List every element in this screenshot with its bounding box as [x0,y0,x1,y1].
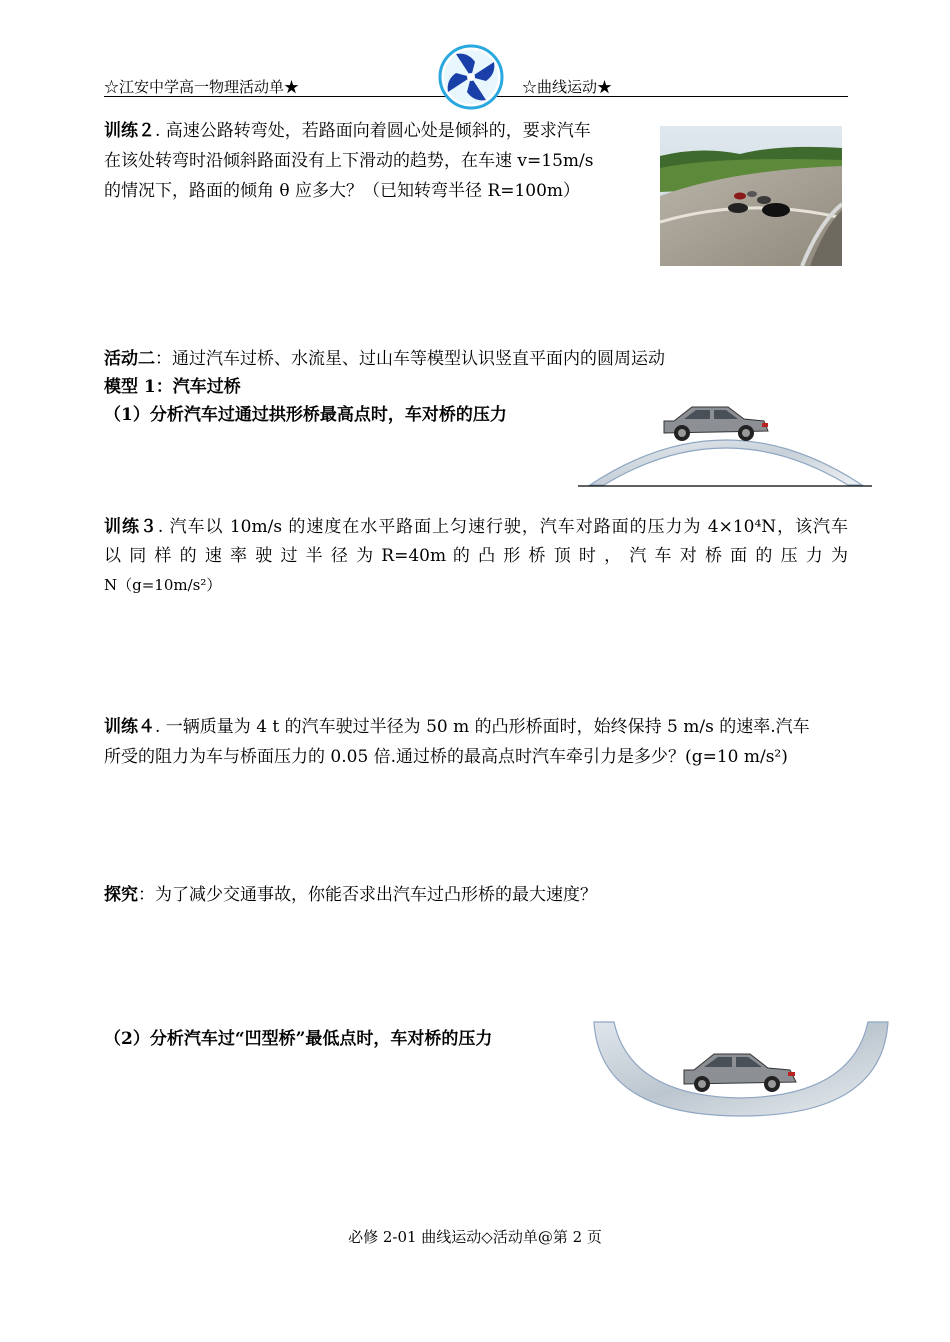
school-logo-icon [438,44,504,110]
training-4-line1: . 一辆质量为 4 t 的汽车驶过半径为 50 m 的凸形桥面时，始终保持 5 m/s 的速率.汽车 [155,717,810,737]
question-2: （2）分析汽车过“凹型桥”最低点时，车对桥的压力 [104,1029,493,1049]
training-2-line2: 在该处转弯时沿倾斜路面没有上下滑动的趋势，在车速 v=15m/s [104,151,594,171]
explore [104,880,597,910]
question-1: （1）分析汽车过通过拱形桥最高点时，车对桥的压力 [104,405,507,425]
training-2-line3: 的情况下，路面的倾角 θ 应多大？（已知转弯半径 R=100m） [104,181,581,201]
training-3-line3: N（g=10m/s²） [104,576,222,594]
banked-track-photo [660,126,842,266]
header-left-title: ☆江安中学高一物理活动单★ [104,78,300,96]
model-1-title: 模型 1：汽车过桥 [104,377,241,397]
explore-label: 探究 [104,885,138,905]
header-right-title: ☆曲线运动★ [522,78,613,96]
training-3-label: 训练３ [104,517,158,537]
arch-bridge-car-figure [578,385,874,489]
training-3-line1 [104,512,848,542]
training-3-line2: 以 同 样 的 速 率 驶 过 半 径 为 R=40m 的 凸 形 桥 顶 时 ， 汽 车 对 桥 面 的 压 力 为 [104,546,848,566]
explore-text: ：为了减少交通事故，你能否求出汽车过凸形桥的最大速度？ [138,885,597,905]
page-footer: 必修 2-01 曲线运动◇活动单@第 2 页 [348,1228,602,1246]
activity-2 [104,344,864,374]
activity-2-label: 活动二 [104,349,155,369]
training-2 [104,116,652,206]
training-4-label: 训练４ [104,717,155,737]
concave-bridge-car-figure [590,1018,892,1120]
training-3-line1-text: . 汽车以 10m/s 的速度在水平路面上匀速行驶，汽车对路面的压力为 4×10⁴N，该汽车 [157,517,848,537]
training-4-line2: 所受的阻力为车与桥面压力的 0.05 倍.通过桥的最高点时汽车牵引力是多少？(g=10 m/s²) [104,747,788,767]
training-2-label: 训练２ [104,121,155,141]
training-4 [104,712,848,772]
activity-2-text: ：通过汽车过桥、水流星、过山车等模型认识竖直平面内的圆周运动 [155,349,665,369]
training-2-line1: . 高速公路转弯处，若路面向着圆心处是倾斜的，要求汽车 [155,121,591,141]
